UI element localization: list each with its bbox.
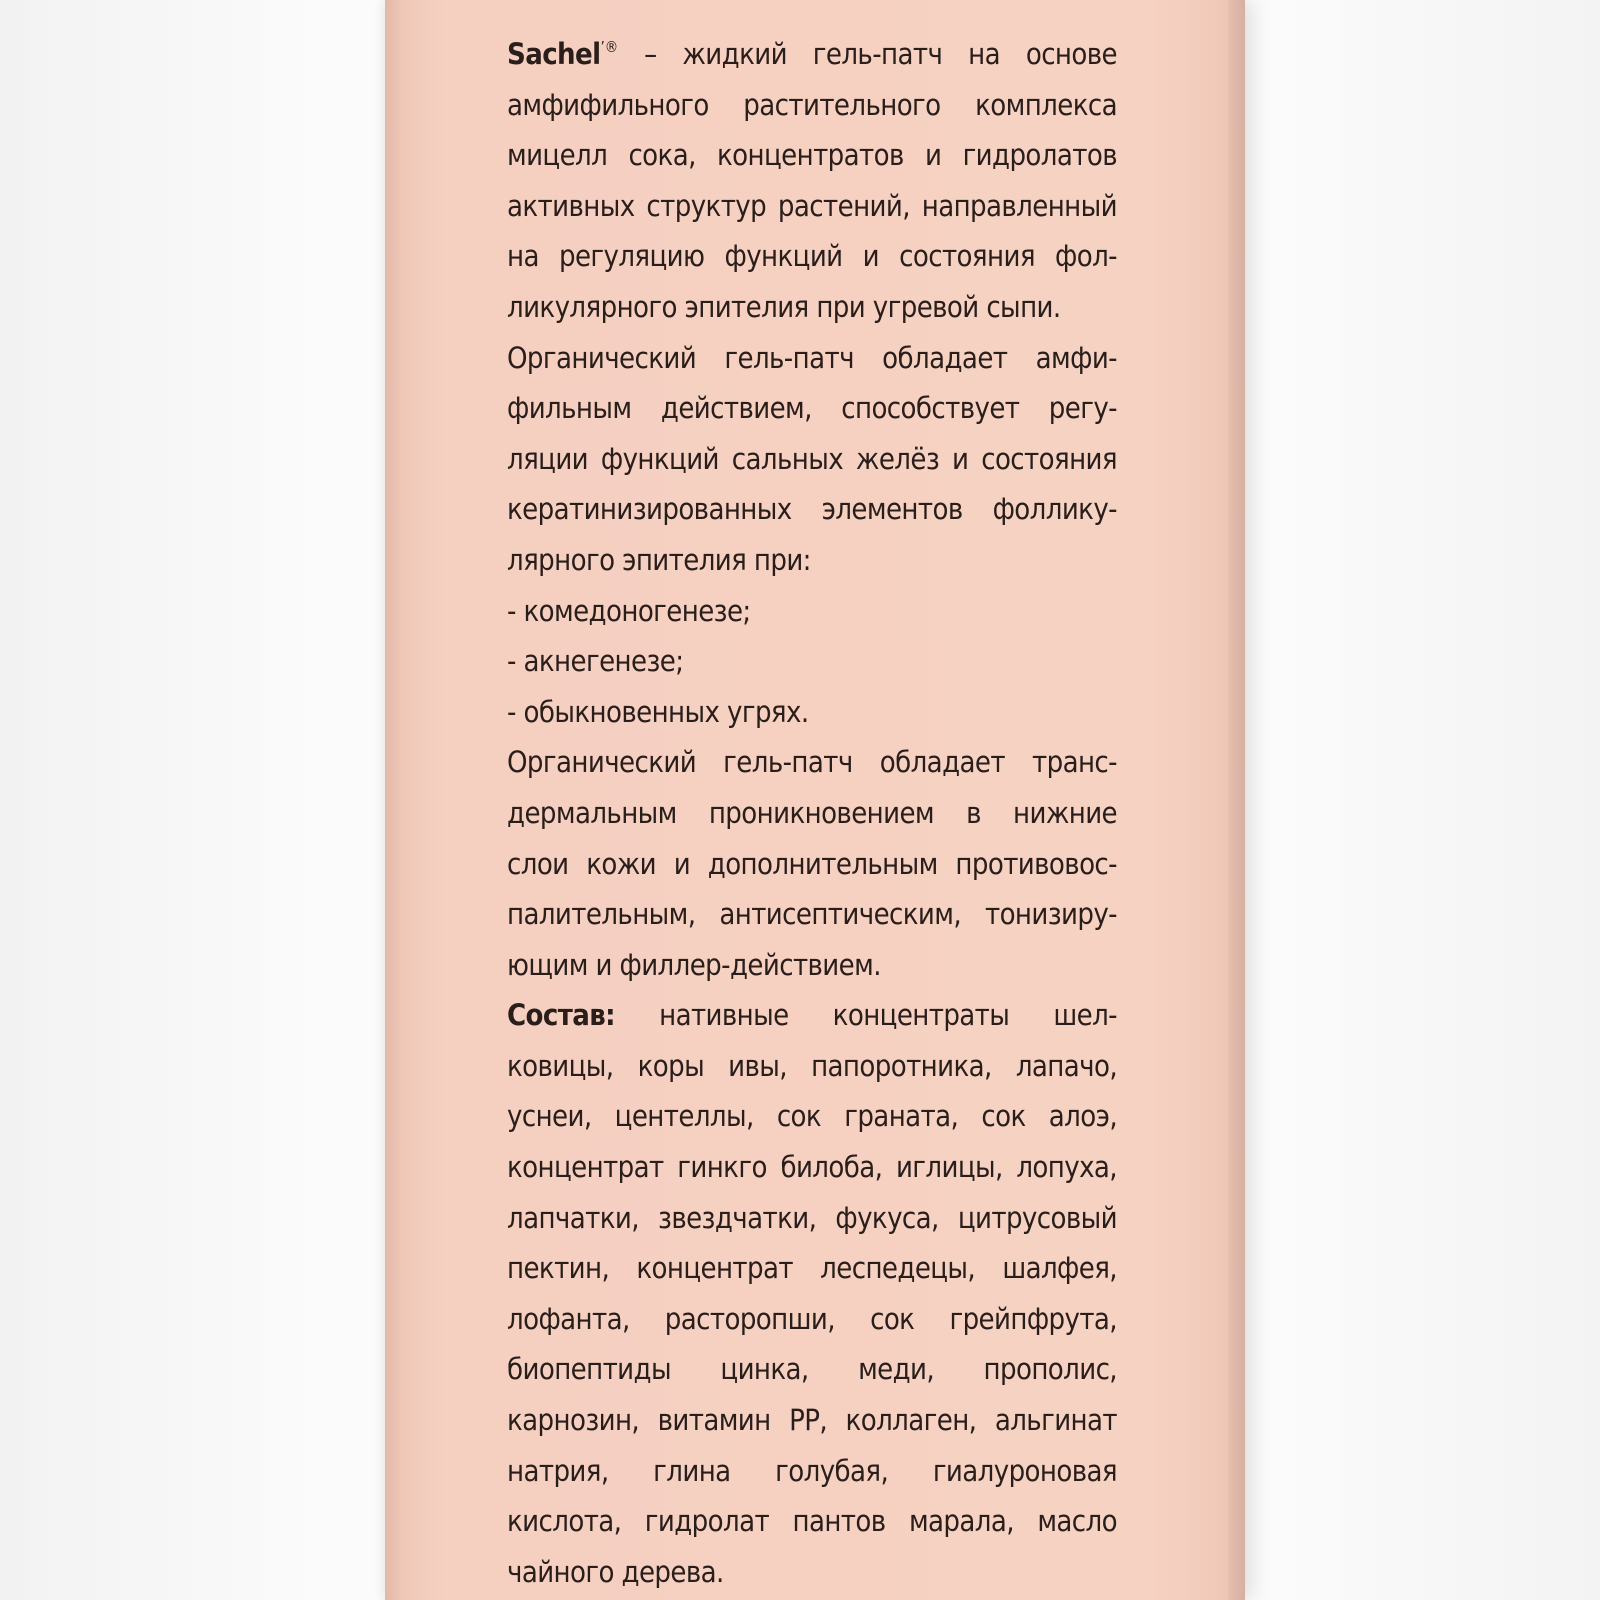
- brand-registered-mark: ’®: [600, 38, 619, 56]
- composition-line: лофанта, расторопши, сок грейпфрута,: [507, 1301, 1117, 1336]
- brand-name: Sachel: [507, 37, 601, 71]
- intro-line: активных структур растений, направленный: [507, 188, 1117, 223]
- product-description: [507, 22, 1117, 1597]
- composition-label: Состав:: [507, 998, 616, 1033]
- penetration-line: Органический гель-патч обладает транс-: [507, 745, 1117, 780]
- penetration-line: слои кожи и дополнительным противовос-: [507, 846, 1117, 881]
- composition-line: пектин, концентрат леспедецы, шалфея,: [507, 1251, 1117, 1286]
- action-line: Органический гель-патч обладает амфи-: [507, 340, 1117, 375]
- intro-line: на регуляцию функций и состояния фол-: [507, 239, 1117, 274]
- composition-line: концентрат гинкго билоба, иглицы, лопуха,: [507, 1150, 1117, 1185]
- intro-line: мицелл сока, концентратов и гидролатов: [507, 138, 1117, 173]
- action-line: кератинизированных элементов фоллику-: [507, 492, 1117, 527]
- intro-line: амфифильного растительного комплекса: [507, 87, 1117, 122]
- action-line: ляции функций сальных желёз и состояния: [507, 441, 1117, 476]
- action-line: лярного эпителия при:: [507, 542, 811, 577]
- action-line: фильным действием, способствует регу-: [507, 391, 1117, 426]
- intro-line: ликулярного эпителия при угревой сыпи.: [507, 289, 1061, 324]
- condition-item: - обыкновенных угрях.: [507, 694, 809, 729]
- condition-item: - комедоногенезе;: [507, 593, 751, 628]
- product-box-edge: [1228, 0, 1245, 1600]
- composition-line: кислота, гидролат пантов марала, масло: [507, 1504, 1117, 1539]
- composition-first-line: [507, 990, 1117, 1041]
- composition-line: биопептиды цинка, меди, прополис,: [507, 1352, 1117, 1387]
- intro-first-line-text: – жидкий гель-патч на основе: [618, 37, 1117, 71]
- composition-line: лапчатки, звездчатки, фукуса, цитрусовый: [507, 1200, 1117, 1235]
- composition-line: ковицы, коры ивы, папоротника, лапачо,: [507, 1048, 1117, 1083]
- composition-line: натрия, глина голубая, гиалуроновая: [507, 1453, 1117, 1488]
- composition-first-line-text: нативные концентраты шел-: [615, 998, 1117, 1033]
- penetration-line: палительным, антисептическим, тонизиру-: [507, 897, 1117, 932]
- penetration-line: дермальным проникновением в нижние: [507, 795, 1117, 830]
- composition-line: карнозин, витамин РР, коллаген, альгинат: [507, 1403, 1117, 1438]
- condition-item: - акнегенезе;: [507, 644, 684, 679]
- penetration-line: ющим и филлер-действием.: [507, 947, 881, 982]
- composition-line: уснеи, центеллы, сок граната, сок алоэ,: [507, 1099, 1117, 1134]
- composition-line: чайного дерева.: [507, 1554, 724, 1589]
- intro-first-line: [507, 22, 1117, 80]
